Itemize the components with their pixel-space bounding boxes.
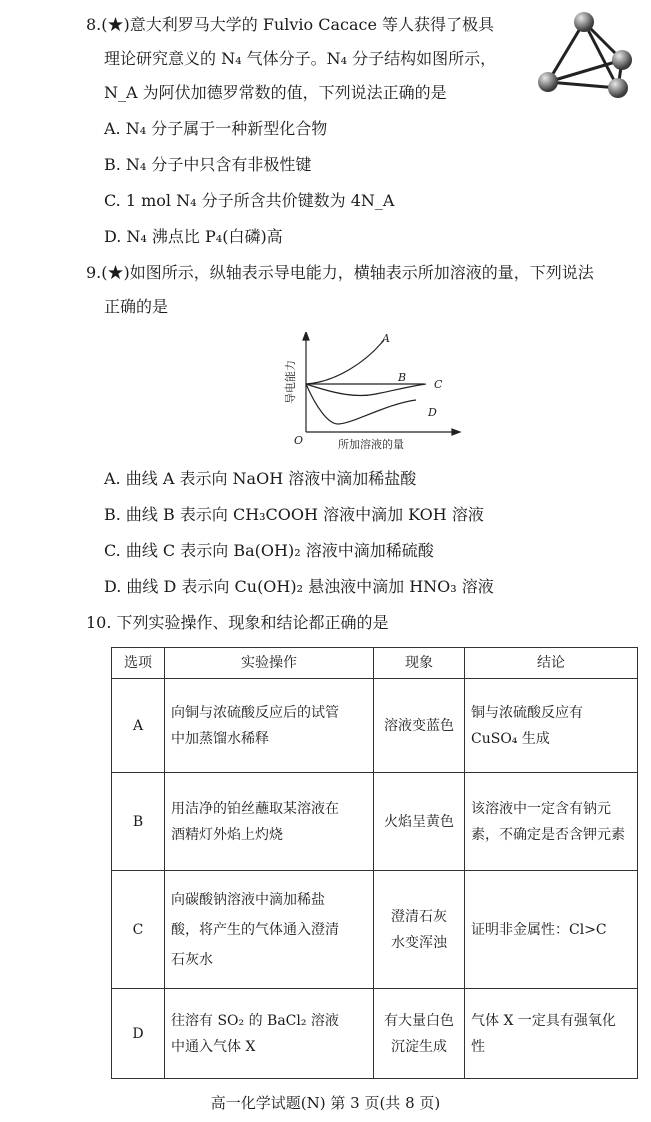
header-operation: 实验操作 bbox=[165, 648, 374, 679]
q9-option-d: D. 曲线 D 表示向 Cu(OH)₂ 悬浊液中滴加 HNO₃ 溶液 bbox=[104, 577, 494, 596]
header-option: 选项 bbox=[112, 648, 165, 679]
row-operation: 用洁净的铂丝蘸取某溶液在 酒精灯外焰上灼烧 bbox=[165, 773, 374, 871]
table-header-row bbox=[112, 648, 638, 679]
curve-a bbox=[306, 340, 384, 384]
row-conclusion: 证明非金属性：Cl>C bbox=[465, 871, 638, 989]
row-conclusion: 铜与浓硫酸反应有 CuSO₄ 生成 bbox=[465, 679, 638, 773]
q9-stem-line-1: 9.(★)如图所示，纵轴表示导电能力，横轴表示所加溶液的量，下列说法 bbox=[86, 263, 594, 282]
n-atom bbox=[574, 12, 594, 32]
q8-stem-line-3: N_A 为阿伏加德罗常数的值，下列说法正确的是 bbox=[104, 83, 447, 102]
label-d: D bbox=[428, 406, 437, 419]
row-option: B bbox=[112, 773, 165, 871]
y-axis-arrow bbox=[303, 332, 309, 340]
page-footer: 高一化学试题(N) 第 3 页(共 8 页) bbox=[210, 1094, 441, 1112]
n-atom bbox=[538, 72, 558, 92]
q8-stem-line-1: 8.(★)意大利罗马大学的 Fulvio Cacace 等人获得了极具 bbox=[86, 15, 495, 34]
row-option: A bbox=[112, 679, 165, 773]
row-phenomenon: 有大量白色 沉淀生成 bbox=[374, 989, 465, 1079]
label-b: B bbox=[398, 371, 407, 384]
x-axis-arrow bbox=[452, 429, 460, 435]
label-c: C bbox=[434, 378, 443, 391]
table-row bbox=[112, 679, 638, 773]
origin-label: O bbox=[294, 434, 304, 447]
q8-option-b: B. N₄ 分子中只含有非极性键 bbox=[104, 155, 312, 174]
q10-stem: 10. 下列实验操作、现象和结论都正确的是 bbox=[86, 613, 389, 632]
n-atom bbox=[608, 78, 628, 98]
y-axis-label: 导电能力 bbox=[284, 360, 297, 404]
row-conclusion: 该溶液中一定含有钠元 素，不确定是否含钾元素 bbox=[465, 773, 638, 871]
header-conclusion: 结论 bbox=[465, 648, 638, 679]
row-phenomenon: 火焰呈黄色 bbox=[374, 773, 465, 871]
row-operation: 向铜与浓硫酸反应后的试管 中加蒸馏水稀释 bbox=[165, 679, 374, 773]
q9-option-b: B. 曲线 B 表示向 CH₃COOH 溶液中滴加 KOH 溶液 bbox=[104, 505, 484, 524]
conductivity-graph bbox=[276, 332, 466, 454]
row-option: D bbox=[112, 989, 165, 1079]
table-row bbox=[112, 773, 638, 871]
table-row bbox=[112, 989, 638, 1079]
row-operation: 往溶有 SO₂ 的 BaCl₂ 溶液 中通入气体 X bbox=[165, 989, 374, 1079]
q9-option-c: C. 曲线 C 表示向 Ba(OH)₂ 溶液中滴加稀硫酸 bbox=[104, 541, 434, 560]
q9-stem-line-2: 正确的是 bbox=[104, 297, 169, 316]
n-atom bbox=[612, 50, 632, 70]
row-option: C bbox=[112, 871, 165, 989]
row-operation: 向碳酸钠溶液中滴加稀盐 酸，将产生的气体通入澄清 石灰水 bbox=[165, 871, 374, 989]
n4-molecule-figure bbox=[532, 10, 642, 110]
q8-stem-line-2: 理论研究意义的 N₄ 气体分子。N₄ 分子结构如图所示， bbox=[104, 49, 497, 68]
curve-c bbox=[306, 384, 426, 396]
row-phenomenon: 溶液变蓝色 bbox=[374, 679, 465, 773]
row-phenomenon: 澄清石灰 水变浑浊 bbox=[374, 871, 465, 989]
q8-option-d: D. N₄ 沸点比 P₄(白磷)高 bbox=[104, 227, 283, 246]
q8-option-a: A. N₄ 分子属于一种新型化合物 bbox=[104, 119, 328, 138]
table-row bbox=[112, 871, 638, 989]
x-axis-label: 所加溶液的量 bbox=[338, 438, 404, 451]
q9-option-a: A. 曲线 A 表示向 NaOH 溶液中滴加稀盐酸 bbox=[104, 469, 417, 488]
experiment-table bbox=[111, 647, 638, 1079]
header-phenomenon: 现象 bbox=[374, 648, 465, 679]
q8-option-c: C. 1 mol N₄ 分子所含共价键数为 4N_A bbox=[104, 191, 395, 210]
row-conclusion: 气体 X 一定具有强氧化 性 bbox=[465, 989, 638, 1079]
curve-d bbox=[306, 384, 416, 424]
label-a: A bbox=[382, 332, 390, 345]
